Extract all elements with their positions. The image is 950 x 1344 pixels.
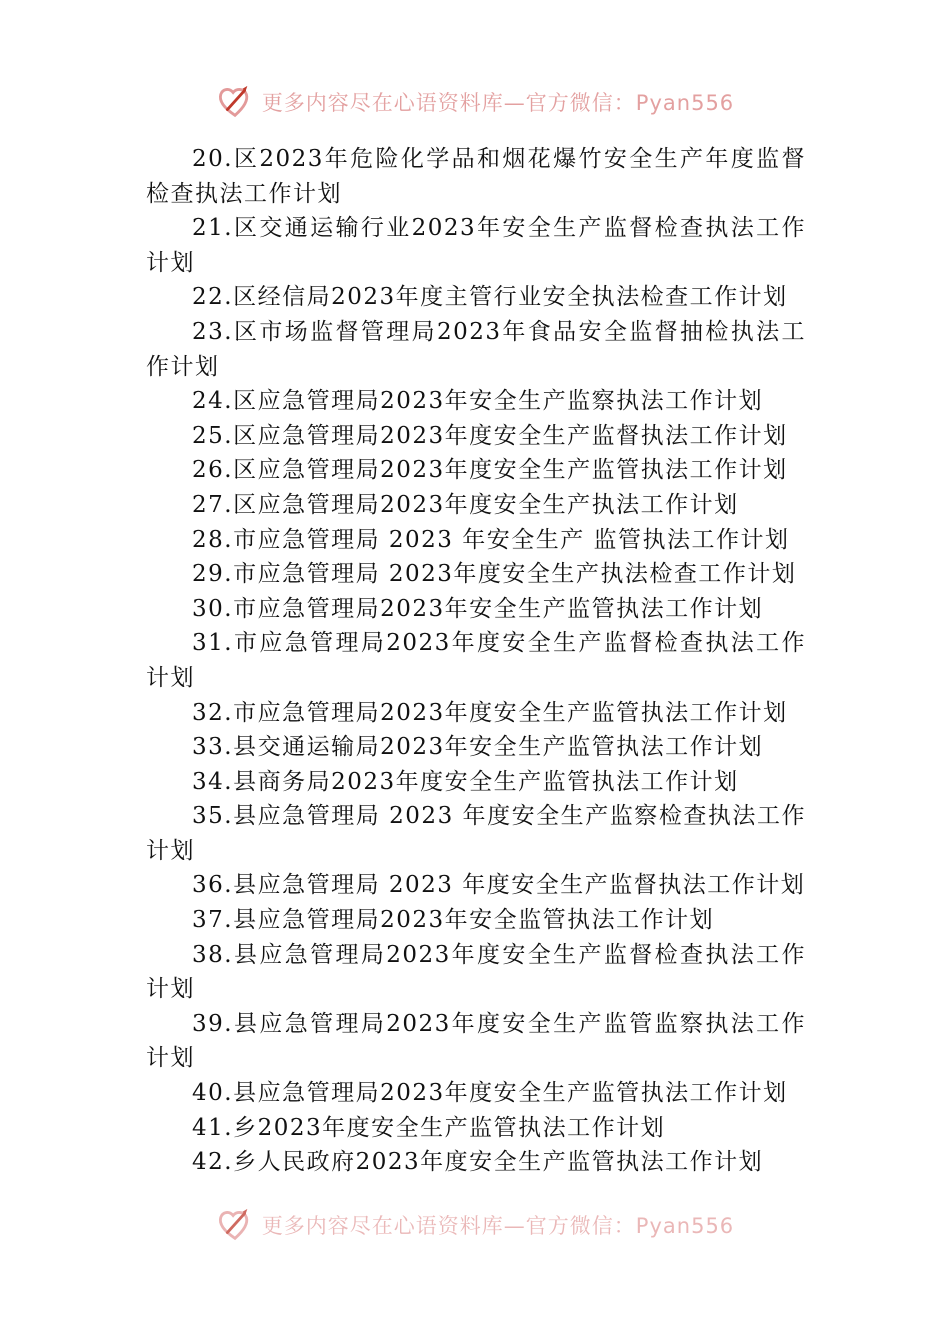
watermark-text: 更多内容尽在心语资料库—官方微信：Pyan556 xyxy=(261,91,735,115)
list-item: 26.区应急管理局2023年度安全生产监管执法工作计划 xyxy=(192,457,788,484)
list-item: 39.县应急管理局2023年度安全生产监管监察执法工作计划 xyxy=(146,1010,806,1072)
list-item: 22.区经信局2023年度主管行业安全执法检查工作计划 xyxy=(192,284,788,311)
list-item: 24.区应急管理局2023年安全生产监察执法工作计划 xyxy=(192,388,764,415)
watermark-text: 更多内容尽在心语资料库—官方微信：Pyan556 xyxy=(261,1214,735,1238)
list-item: 31.市应急管理局2023年度安全生产监督检查执法工作计划 xyxy=(146,630,806,691)
list-item: 37.县应急管理局2023年安全监管执法工作计划 xyxy=(192,907,715,934)
list-item: 30.市应急管理局2023年安全生产监管执法工作计划 xyxy=(192,595,764,622)
list-item: 38.县应急管理局2023年度安全生产监督检查执法工作计划 xyxy=(146,941,806,1003)
header-watermark xyxy=(0,82,950,122)
list-item: 40.县应急管理局2023年度安全生产监管执法工作计划 xyxy=(192,1080,788,1107)
list-item: 28.市应急管理局 2023 年安全生产 监管执法工作计划 xyxy=(192,526,790,553)
list-item: 25.区应急管理局2023年度安全生产监督执法工作计划 xyxy=(192,422,788,449)
list-item: 35.县应急管理局 2023 年度安全生产监察检查执法工作计划 xyxy=(146,803,806,864)
list-item: 41.乡2023年度安全生产监管执法工作计划 xyxy=(192,1114,666,1141)
document-body xyxy=(146,142,806,1180)
list-item: 21.区交通运输行业2023年安全生产监督检查执法工作计划 xyxy=(146,215,806,276)
footer-watermark xyxy=(0,1205,950,1245)
list-item: 33.县交通运输局2023年安全生产监管执法工作计划 xyxy=(192,734,764,761)
list-item: 27.区应急管理局2023年度安全生产执法工作计划 xyxy=(192,491,739,518)
list-item: 29.市应急管理局 2023年度安全生产执法检查工作计划 xyxy=(192,561,797,588)
list-item: 20.区2023年危险化学品和烟花爆竹安全生产年度监督检查执法工作计划 xyxy=(146,146,806,207)
list-item: 23.区市场监督管理局2023年食品安全监督抽检执法工作计划 xyxy=(146,318,806,380)
heart-pen-logo-icon xyxy=(216,1206,254,1244)
list-item: 36.县应急管理局 2023 年度安全生产监督执法工作计划 xyxy=(192,872,806,899)
list-item: 42.乡人民政府2023年度安全生产监管执法工作计划 xyxy=(192,1149,764,1176)
heart-pen-logo-icon xyxy=(216,83,254,121)
list-item: 34.县商务局2023年度安全生产监管执法工作计划 xyxy=(192,768,739,795)
list-item: 32.市应急管理局2023年度安全生产监管执法工作计划 xyxy=(192,699,788,726)
